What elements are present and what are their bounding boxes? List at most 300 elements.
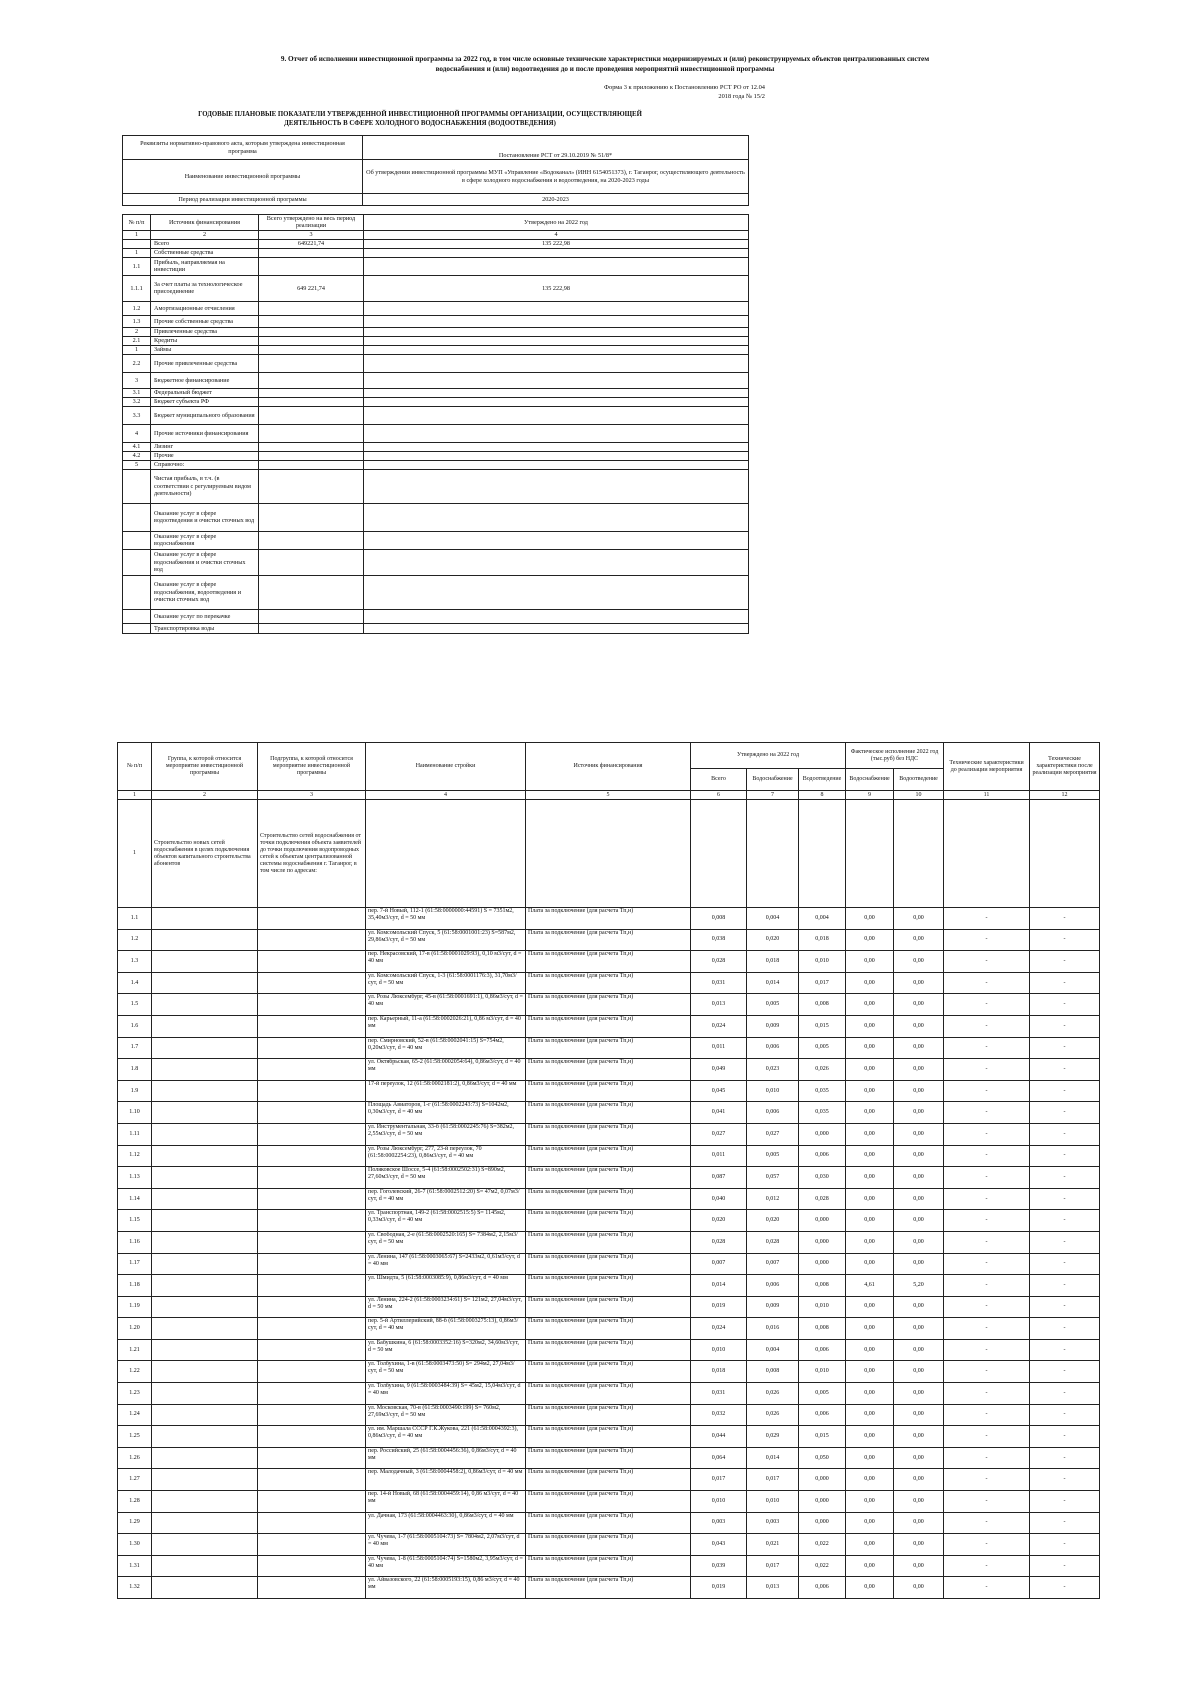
financing-row-number: 5	[123, 460, 151, 469]
financing-source: Плата за подключение (для расчета Тп,н)	[526, 1231, 691, 1253]
approved-water: 0,021	[747, 1534, 799, 1556]
row-number: 1.17	[118, 1253, 152, 1275]
subgroup-cell	[258, 1469, 366, 1491]
approved-sewer: 0,000	[799, 1491, 846, 1513]
subgroup-cell	[258, 1534, 366, 1556]
row-number: 1.28	[118, 1491, 152, 1513]
tech-after: -	[1030, 972, 1100, 994]
actual-water: 0,00	[846, 1512, 894, 1534]
actual-sewer: 0,00	[894, 929, 944, 951]
financing-year-value	[364, 460, 749, 469]
group-cell	[152, 1318, 258, 1340]
financing-source-name: Привлеченные средства	[151, 327, 259, 336]
approved-total: 0,040	[691, 1188, 747, 1210]
group-cell	[152, 1037, 258, 1059]
tech-after: -	[1030, 1447, 1100, 1469]
header-total: Всего	[691, 769, 747, 791]
financing-total-value	[259, 388, 364, 397]
tech-before: -	[944, 1555, 1030, 1577]
financing-source-name: Прочие привлеченные средства	[151, 354, 259, 372]
approved-sewer: 0,008	[799, 994, 846, 1016]
object-name: ул. Толбухина, 1-в (61:58:0003473:50) S= 294м2, 27,04м3/сут, d = 50 мм	[366, 1361, 526, 1383]
approved-water: 0,020	[747, 929, 799, 951]
row-number: 1.22	[118, 1361, 152, 1383]
financing-row-number: 3.2	[123, 397, 151, 406]
approved-water: 0,004	[747, 908, 799, 930]
actual-sewer: 0,00	[894, 1447, 944, 1469]
approved-water: 0,006	[747, 1037, 799, 1059]
header-water: Водоснабжение	[747, 769, 799, 791]
table-row	[118, 972, 1100, 994]
row-number: 1.4	[118, 972, 152, 994]
object-name: ул. Инструментальная, 33-б (61:58:0002245:76) S=382м2, 2,55м3/сут, d = 50 мм	[366, 1123, 526, 1145]
actual-sewer: 0,00	[894, 1318, 944, 1340]
tech-after: -	[1030, 1534, 1100, 1556]
subgroup-cell	[258, 1015, 366, 1037]
actual-sewer: 0,00	[894, 1469, 944, 1491]
object-name: ул. Айвазовского, 22 (61:58:0005193:15), 0,86 м3/сут, d = 40 мм	[366, 1577, 526, 1599]
financing-header-cell: Утверждено на 2022 год	[364, 215, 749, 231]
investment-measures-table	[117, 742, 1100, 1599]
column-number: 1	[123, 230, 151, 239]
financing-source: Плата за подключение (для расчета Тп,н)	[526, 1404, 691, 1426]
program-details-table	[122, 135, 749, 206]
financing-total-value: 649221,74	[259, 239, 364, 248]
row-number: 1.26	[118, 1447, 152, 1469]
financing-row	[123, 301, 749, 315]
tech-after: -	[1030, 1339, 1100, 1361]
actual-sewer: 0,00	[894, 1339, 944, 1361]
approved-total: 0,038	[691, 929, 747, 951]
financing-source-name: Всего	[151, 239, 259, 248]
tech-after: -	[1030, 994, 1100, 1016]
column-number: 3	[259, 230, 364, 239]
group-cell	[152, 1102, 258, 1124]
actual-sewer: 0,00	[894, 994, 944, 1016]
tech-before: -	[944, 1123, 1030, 1145]
actual-sewer: 0,00	[894, 1491, 944, 1513]
actual-sewer: 0,00	[894, 1231, 944, 1253]
row-number: 1.2	[118, 929, 152, 951]
financing-source-name: Справочно:	[151, 460, 259, 469]
financing-total-value	[259, 372, 364, 388]
financing-year-value	[364, 424, 749, 442]
section-row	[118, 800, 1100, 908]
tech-after: -	[1030, 1102, 1100, 1124]
tech-before: -	[944, 1102, 1030, 1124]
financing-source: Плата за подключение (для расчета Тп,н)	[526, 1275, 691, 1297]
approved-total: 0,024	[691, 1015, 747, 1037]
actual-water: 0,00	[846, 1339, 894, 1361]
group-cell	[152, 1361, 258, 1383]
group-cell	[152, 1253, 258, 1275]
approved-sewer: 0,017	[799, 972, 846, 994]
tech-before: -	[944, 1491, 1030, 1513]
row-number: 1.32	[118, 1577, 152, 1599]
financing-year-value	[364, 354, 749, 372]
financing-row	[123, 336, 749, 345]
approved-total: 0,028	[691, 951, 747, 973]
approved-sewer: 0,035	[799, 1102, 846, 1124]
financing-total-value	[259, 451, 364, 460]
financing-source: Плата за подключение (для расчета Тп,н)	[526, 972, 691, 994]
tech-before: -	[944, 951, 1030, 973]
approved-total: 0,019	[691, 1296, 747, 1318]
approved-sewer: 0,006	[799, 1339, 846, 1361]
approved-sewer: 0,010	[799, 1361, 846, 1383]
subgroup-cell	[258, 1253, 366, 1275]
tech-after: -	[1030, 1253, 1100, 1275]
actual-water: 0,00	[846, 1210, 894, 1232]
financing-source-name: Оказание услуг в сфере водоснабжения, водоотведения и очистки сточных вод	[151, 575, 259, 609]
financing-source-name: Транспортировка воды	[151, 623, 259, 633]
tech-before: -	[944, 1447, 1030, 1469]
financing-number-row	[123, 230, 749, 239]
subgroup-cell	[258, 1512, 366, 1534]
financing-row-number: 1.3	[123, 315, 151, 327]
financing-row	[123, 397, 749, 406]
group-cell	[152, 1534, 258, 1556]
tech-after: -	[1030, 1037, 1100, 1059]
table-row	[118, 1275, 1100, 1297]
details-label: Наименование инвестиционной программы	[123, 160, 363, 194]
financing-source: Плата за подключение (для расчета Тп,н)	[526, 1577, 691, 1599]
table-row	[118, 1339, 1100, 1361]
form-title-line2: ДЕЯТЕЛЬНОСТЬ В СФЕРЕ ХОЛОДНОГО ВОДОСНАБЖЕНИЯ (ВОДООТВЕДЕНИЯ)	[284, 120, 556, 127]
financing-year-value	[364, 531, 749, 549]
row-number: 1.8	[118, 1059, 152, 1081]
actual-water: 0,00	[846, 1469, 894, 1491]
table-row	[118, 1059, 1100, 1081]
column-number: 12	[1030, 791, 1100, 800]
approved-total: 0,003	[691, 1512, 747, 1534]
header-name: Наименование стройки	[366, 743, 526, 791]
financing-row	[123, 503, 749, 531]
financing-source-name: Оказание услуг в сфере водоснабжения	[151, 531, 259, 549]
financing-source: Плата за подключение (для расчета Тп,н)	[526, 929, 691, 951]
row-number: 1.5	[118, 994, 152, 1016]
approved-water: 0,010	[747, 1080, 799, 1102]
tech-after: -	[1030, 1491, 1100, 1513]
group-cell	[152, 1383, 258, 1405]
subgroup-cell	[258, 1080, 366, 1102]
approved-total: 0,011	[691, 1037, 747, 1059]
table-row	[118, 1447, 1100, 1469]
tech-before: -	[944, 1167, 1030, 1189]
actual-sewer: 0,00	[894, 1037, 944, 1059]
approved-total: 0,010	[691, 1339, 747, 1361]
financing-row	[123, 372, 749, 388]
actual-water: 0,00	[846, 1296, 894, 1318]
table-row	[118, 1577, 1100, 1599]
object-name: 17-й переулок, 12 (61:58:0002181:2), 0,86м3/сут, d = 40 мм	[366, 1080, 526, 1102]
financing-row	[123, 248, 749, 257]
subgroup-cell	[258, 1426, 366, 1448]
financing-source: Плата за подключение (для расчета Тп,н)	[526, 1015, 691, 1037]
details-label: Реквизиты нормативно-правового акта, которым утверждена инвестиционная программа	[123, 136, 363, 160]
row-number: 1.1	[118, 908, 152, 930]
group-cell	[152, 1145, 258, 1167]
financing-source-name: Прочие	[151, 451, 259, 460]
tech-before: -	[944, 1275, 1030, 1297]
tech-after: -	[1030, 1080, 1100, 1102]
subgroup-cell	[258, 1123, 366, 1145]
approved-sewer: 0,050	[799, 1447, 846, 1469]
financing-total-value	[259, 354, 364, 372]
table-row	[118, 908, 1100, 930]
financing-year-value	[364, 442, 749, 451]
group-cell	[152, 951, 258, 973]
actual-water: 0,00	[846, 1253, 894, 1275]
section-number: 1	[118, 800, 152, 908]
row-number: 1.21	[118, 1339, 152, 1361]
approved-water: 0,009	[747, 1296, 799, 1318]
approved-total: 0,014	[691, 1275, 747, 1297]
financing-header-cell: № п/п	[123, 215, 151, 231]
object-name: ул. Ленина, 224-2 (61:58:0003234:61) S= 121м2, 27,04м3/сут, d = 50 мм	[366, 1296, 526, 1318]
actual-sewer: 0,00	[894, 1188, 944, 1210]
tech-before: -	[944, 1015, 1030, 1037]
financing-source-name: Займы	[151, 345, 259, 354]
details-row	[123, 194, 749, 206]
tech-after: -	[1030, 1015, 1100, 1037]
approved-total: 0,031	[691, 972, 747, 994]
financing-row-number: 3.3	[123, 406, 151, 424]
actual-water: 0,00	[846, 1534, 894, 1556]
group-cell	[152, 1296, 258, 1318]
financing-year-value	[364, 301, 749, 315]
main-header-row	[118, 743, 1100, 769]
details-value: Постановление РСТ от 29.10.2019 № 51/8*	[363, 136, 749, 160]
financing-source-name: Лизинг	[151, 442, 259, 451]
form-reference-note	[520, 83, 765, 101]
actual-water: 0,00	[846, 1318, 894, 1340]
actual-sewer: 0,00	[894, 1426, 944, 1448]
financing-total-value	[259, 549, 364, 575]
approved-sewer: 0,018	[799, 929, 846, 951]
subgroup-cell	[258, 1447, 366, 1469]
financing-year-value	[364, 575, 749, 609]
financing-row-number: 4	[123, 424, 151, 442]
row-number: 1.30	[118, 1534, 152, 1556]
subgroup-cell	[258, 1296, 366, 1318]
financing-source: Плата за подключение (для расчета Тп,н)	[526, 1296, 691, 1318]
form-title-line1: ГОДОВЫЕ ПЛАНОВЫЕ ПОКАЗАТЕЛИ УТВЕРЖДЕННОЙ ИНВЕСТИЦИОННОЙ ПРОГРАММЫ ОРГАНИЗАЦИИ, ОСУЩЕСТВЛЯЮЩЕЙ	[198, 111, 642, 118]
financing-row-number: 2.2	[123, 354, 151, 372]
financing-total-value	[259, 257, 364, 275]
subgroup-cell	[258, 1188, 366, 1210]
approved-sewer: 0,000	[799, 1123, 846, 1145]
approved-water: 0,057	[747, 1167, 799, 1189]
form-title	[120, 110, 720, 128]
financing-source: Плата за подключение (для расчета Тп,н)	[526, 1469, 691, 1491]
group-cell	[152, 1426, 258, 1448]
subgroup-cell	[258, 1577, 366, 1599]
financing-row-number	[123, 239, 151, 248]
approved-water: 0,014	[747, 972, 799, 994]
approved-sewer: 0,006	[799, 1577, 846, 1599]
actual-water: 0,00	[846, 908, 894, 930]
financing-source-name: Бюджетное финансирование	[151, 372, 259, 388]
financing-source: Плата за подключение (для расчета Тп,н)	[526, 908, 691, 930]
approved-water: 0,028	[747, 1231, 799, 1253]
financing-source: Плата за подключение (для расчета Тп,н)	[526, 1037, 691, 1059]
approved-water: 0,027	[747, 1123, 799, 1145]
financing-source: Плата за подключение (для расчета Тп,н)	[526, 1080, 691, 1102]
approved-sewer: 0,004	[799, 908, 846, 930]
financing-row-number	[123, 549, 151, 575]
financing-source-name: Оказание услуг в сфере водоснабжения и очистки сточных вод	[151, 549, 259, 575]
form-note-line2: 2018 года № 15/2	[718, 93, 765, 100]
financing-row-number	[123, 609, 151, 623]
financing-row	[123, 460, 749, 469]
financing-sources-table	[122, 214, 749, 634]
tech-after: -	[1030, 1231, 1100, 1253]
object-name: пер. Гоголевский, 26-7 (61:58:0002512:20) S= 47м2, 0,07м3/сут, d = 40 мм	[366, 1188, 526, 1210]
actual-water: 0,00	[846, 1231, 894, 1253]
financing-row	[123, 275, 749, 301]
financing-total-value	[259, 460, 364, 469]
approved-sewer: 0,000	[799, 1231, 846, 1253]
tech-before: -	[944, 1534, 1030, 1556]
financing-row	[123, 424, 749, 442]
row-number: 1.15	[118, 1210, 152, 1232]
column-number: 11	[944, 791, 1030, 800]
subgroup-cell	[258, 1102, 366, 1124]
financing-year-value	[364, 388, 749, 397]
financing-row	[123, 575, 749, 609]
row-number: 1.29	[118, 1512, 152, 1534]
table-row	[118, 929, 1100, 951]
tech-after: -	[1030, 951, 1100, 973]
tech-before: -	[944, 1188, 1030, 1210]
actual-water: 0,00	[846, 951, 894, 973]
financing-row-number: 2.1	[123, 336, 151, 345]
tech-before: -	[944, 994, 1030, 1016]
actual-water: 0,00	[846, 1145, 894, 1167]
actual-water: 0,00	[846, 1102, 894, 1124]
subgroup-cell	[258, 1491, 366, 1513]
object-name: ул. Октябрьская, 65-2 (61:58:0002054:64), 0,86м3/сут, d = 40 мм	[366, 1059, 526, 1081]
object-name: ул. Московская, 70-в (61:58:0003490:199) S= 760м2, 27,69м3/сут, d = 50 мм	[366, 1404, 526, 1426]
approved-water: 0,010	[747, 1491, 799, 1513]
tech-before: -	[944, 908, 1030, 930]
header-tech-after: Технические характеристики после реализации мероприятия	[1030, 743, 1100, 791]
object-name: ул. им. Маршала СССР Г.К.Жукова, 221 (61:58:0004392:3), 0,86м3/сут, d = 40 мм	[366, 1426, 526, 1448]
tech-before: -	[944, 1512, 1030, 1534]
tech-before: -	[944, 1426, 1030, 1448]
object-name: ул. Транспортная, 149-2 (61:58:0002515:5) S= 1145м2, 0,33м3/сут, d = 40 мм	[366, 1210, 526, 1232]
group-cell	[152, 1275, 258, 1297]
subgroup-cell	[258, 1361, 366, 1383]
approved-sewer: 0,022	[799, 1534, 846, 1556]
subgroup-cell	[258, 1231, 366, 1253]
table-row	[118, 1383, 1100, 1405]
financing-total-value	[259, 609, 364, 623]
financing-row-number	[123, 531, 151, 549]
financing-total-value	[259, 623, 364, 633]
tech-before: -	[944, 1210, 1030, 1232]
column-number: 2	[152, 791, 258, 800]
table-row	[118, 1188, 1100, 1210]
object-name: Площадь Авиаторов, 1-г (61:58:0002243:73) S=1042м2, 0,30м3/сут, d = 40 мм	[366, 1102, 526, 1124]
group-cell	[152, 994, 258, 1016]
approved-water: 0,026	[747, 1383, 799, 1405]
financing-source: Плата за подключение (для расчета Тп,н)	[526, 1123, 691, 1145]
approved-sewer: 0,008	[799, 1275, 846, 1297]
financing-year-value	[364, 549, 749, 575]
object-name: ул. Бабушкина, 6 (61:58:0003352:16) S=320м2, 34,60м3/сут, d = 50 мм	[366, 1339, 526, 1361]
tech-after: -	[1030, 1555, 1100, 1577]
tech-after: -	[1030, 1404, 1100, 1426]
object-name: ул. Комсомольский Спуск, 5 (61:58:0001001:23) S=587м2, 29,86м3/сут, d = 50 мм	[366, 929, 526, 951]
group-cell	[152, 1231, 258, 1253]
financing-source-name: Прочие источники финансирования	[151, 424, 259, 442]
main-number-row	[118, 791, 1100, 800]
financing-year-value	[364, 503, 749, 531]
group-cell	[152, 1512, 258, 1534]
page-heading	[120, 54, 1090, 74]
object-name: ул. Комсомольский Спуск, 1-3 (61:58:0001176:3), 31,70м3/сут, d = 50 мм	[366, 972, 526, 994]
table-row	[118, 1037, 1100, 1059]
financing-source-name: Прочие собственные средства	[151, 315, 259, 327]
financing-source: Плата за подключение (для расчета Тп,н)	[526, 1512, 691, 1534]
object-name: пер. Карьерный, 11-а (61:58:0002026:21), 0,86 м3/сут, d = 40 мм	[366, 1015, 526, 1037]
column-number: 5	[526, 791, 691, 800]
financing-total-value: 649 221,74	[259, 275, 364, 301]
financing-total-value	[259, 406, 364, 424]
header-tech-before: Технические характеристики до реализации мероприятия	[944, 743, 1030, 791]
group-cell	[152, 1059, 258, 1081]
financing-total-value	[259, 503, 364, 531]
row-number: 1.16	[118, 1231, 152, 1253]
column-number: 9	[846, 791, 894, 800]
actual-sewer: 0,00	[894, 1145, 944, 1167]
financing-total-value	[259, 327, 364, 336]
row-number: 1.27	[118, 1469, 152, 1491]
financing-source: Плата за подключение (для расчета Тп,н)	[526, 1447, 691, 1469]
approved-sewer: 0,022	[799, 1555, 846, 1577]
approved-water: 0,005	[747, 1145, 799, 1167]
tech-before: -	[944, 1296, 1030, 1318]
actual-water: 0,00	[846, 1037, 894, 1059]
financing-row	[123, 623, 749, 633]
actual-sewer: 0,00	[894, 1404, 944, 1426]
tech-after: -	[1030, 1512, 1100, 1534]
subgroup-cell	[258, 972, 366, 994]
financing-source: Плата за подключение (для расчета Тп,н)	[526, 1555, 691, 1577]
actual-sewer: 0,00	[894, 908, 944, 930]
object-name: ул. Ленина, 147 (61:58:0003065:67) S=2433м2, 0,61м3/сут, d = 40 мм	[366, 1253, 526, 1275]
approved-total: 0,017	[691, 1469, 747, 1491]
actual-sewer: 0,00	[894, 1296, 944, 1318]
row-number: 1.7	[118, 1037, 152, 1059]
actual-water: 0,00	[846, 1361, 894, 1383]
subgroup-cell	[258, 1339, 366, 1361]
approved-total: 0,039	[691, 1555, 747, 1577]
actual-sewer: 0,00	[894, 1123, 944, 1145]
financing-year-value	[364, 336, 749, 345]
tech-after: -	[1030, 1296, 1100, 1318]
table-row	[118, 1426, 1100, 1448]
financing-header-cell: Всего утверждено на весь период реализации	[259, 215, 364, 231]
group-cell	[152, 1080, 258, 1102]
column-number: 7	[747, 791, 799, 800]
financing-source: Плата за подключение (для расчета Тп,н)	[526, 1361, 691, 1383]
approved-water: 0,008	[747, 1361, 799, 1383]
approved-water: 0,007	[747, 1253, 799, 1275]
approved-total: 0,020	[691, 1210, 747, 1232]
